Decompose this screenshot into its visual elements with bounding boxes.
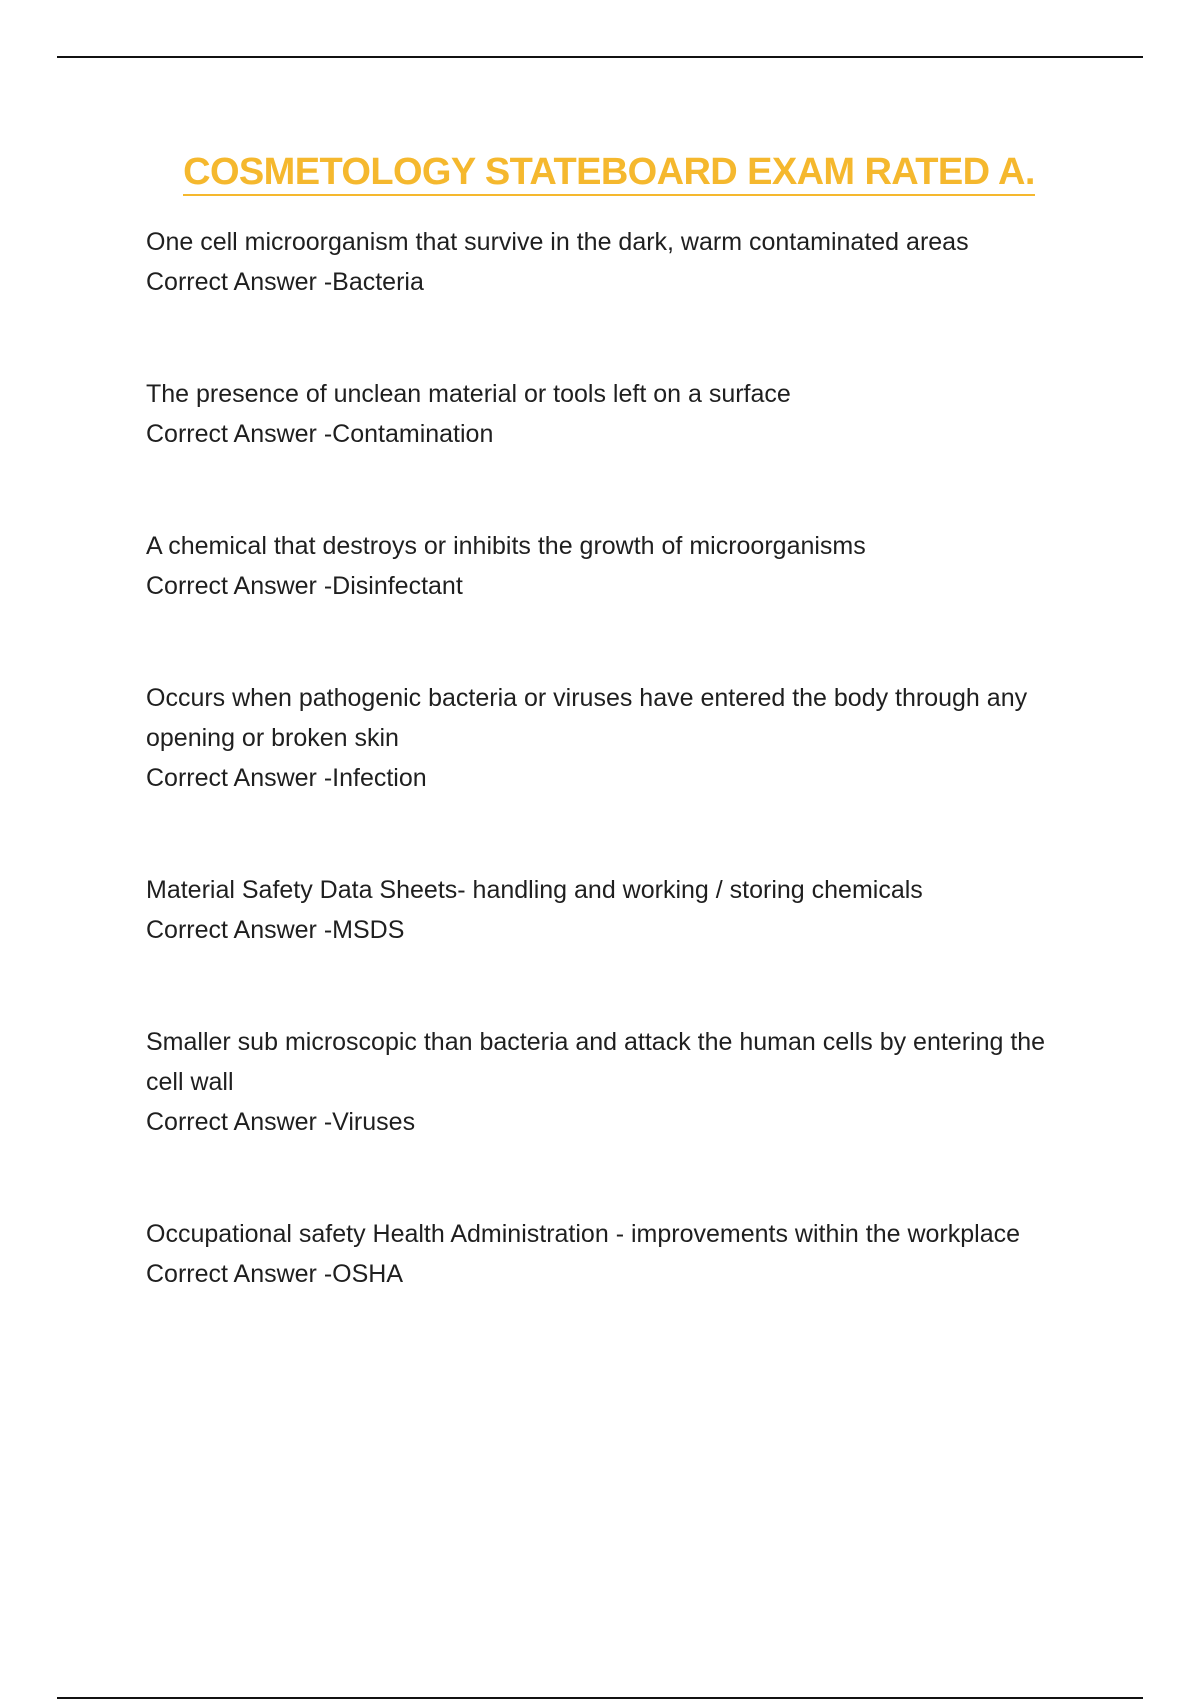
answer-text: Correct Answer -Infection [146,764,427,792]
title-container [0,150,1200,196]
qa-item [146,678,1086,798]
answer-text: Correct Answer -Bacteria [146,268,424,296]
qa-item [146,374,1086,454]
qa-list [146,222,1086,1366]
qa-item [146,870,1086,950]
answer-text: Correct Answer -OSHA [146,1260,404,1288]
top-divider [57,56,1143,58]
answer-text: Correct Answer -Contamination [146,420,494,448]
qa-item [146,222,1086,302]
qa-item [146,526,1086,606]
question-text: The presence of unclean material or tools left on a surface [146,380,791,408]
question-text: Material Safety Data Sheets- handling and working / storing chemicals [146,876,923,904]
bottom-divider [57,1697,1143,1699]
answer-text: Correct Answer -Disinfectant [146,572,463,600]
answer-text: Correct Answer -Viruses [146,1108,416,1136]
qa-item [146,1022,1086,1142]
question-text: A chemical that destroys or inhibits the growth of microorganisms [146,532,866,560]
question-text: Occurs when pathogenic bacteria or viruses have entered the body through any opening or broken skin [146,684,1028,752]
question-text: Occupational safety Health Administration - improvements within the workplace [146,1220,1021,1248]
answer-text: Correct Answer -MSDS [146,916,405,944]
question-text: Smaller sub microscopic than bacteria and attack the human cells by entering the cell wall [146,1028,1046,1096]
question-text: One cell microorganism that survive in the dark, warm contaminated areas [146,228,969,256]
document-title: COSMETOLOGY STATEBOARD EXAM RATED A. [183,150,1035,196]
qa-item [146,1214,1086,1294]
